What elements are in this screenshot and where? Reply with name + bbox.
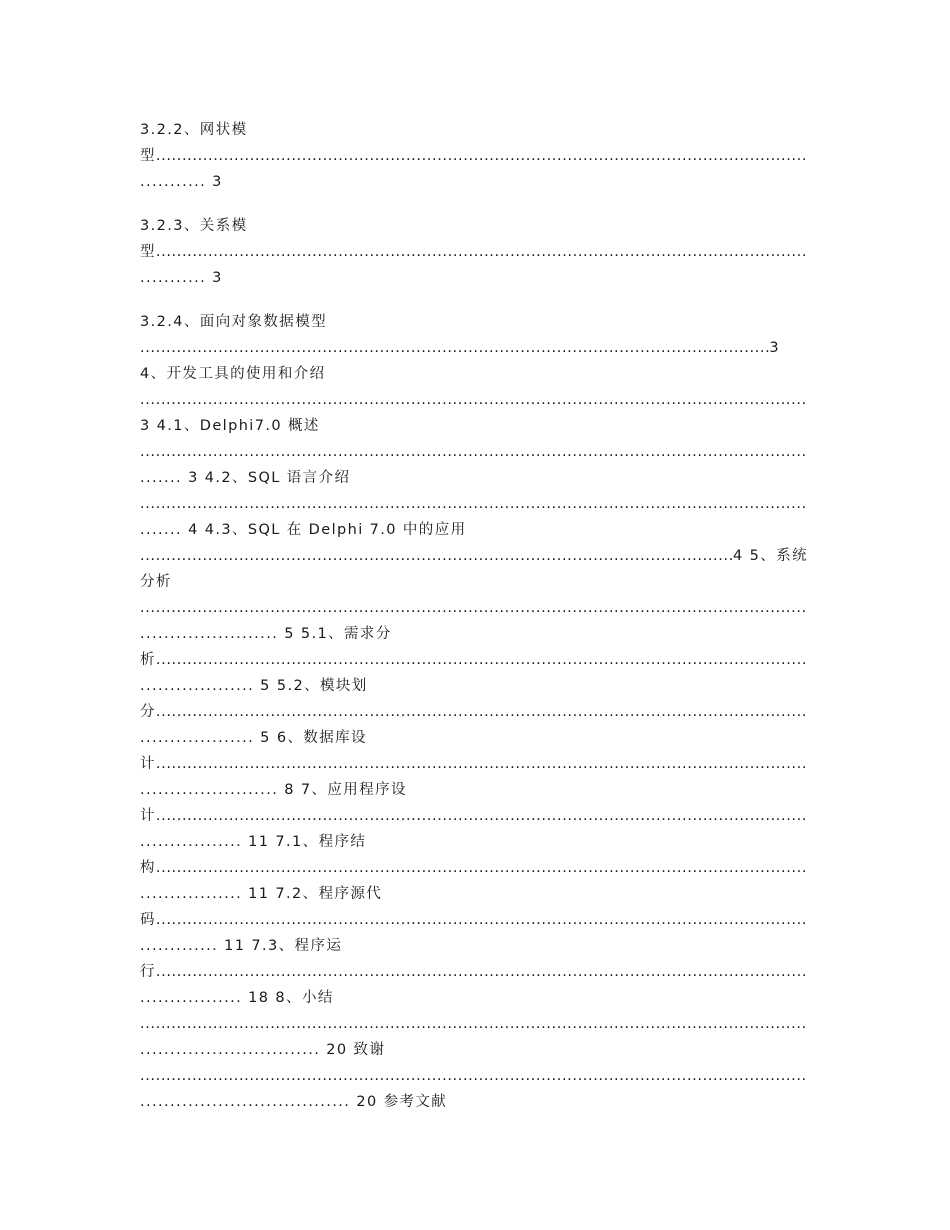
toc-line: ........... 3 (140, 174, 223, 190)
toc-line: ................................... 20 参考文献 (140, 1094, 448, 1110)
toc-line: 4、开发工具的使用和介绍 (140, 366, 326, 382)
leader-dots (156, 907, 808, 933)
toc-line (140, 543, 808, 569)
toc-line (140, 595, 808, 621)
toc-line: ................. 11 7.2、程序源代 (140, 886, 383, 902)
toc-line: ....................... 8 7、应用程序设 (140, 782, 407, 798)
toc-line (140, 335, 780, 361)
leader-dots (140, 543, 733, 569)
toc-line (140, 491, 808, 517)
toc-line: 3 4.1、Delphi7.0 概述 (140, 418, 320, 434)
toc-line (140, 1011, 808, 1037)
leader-dots (140, 1063, 808, 1089)
leader-dots (156, 959, 808, 985)
toc-line (140, 855, 808, 881)
leader-dots (140, 439, 808, 465)
leader-dots (140, 595, 808, 621)
toc-line: ................. 11 7.1、程序结 (140, 834, 367, 850)
table-of-contents (140, 117, 808, 1115)
leader-dots (140, 491, 808, 517)
toc-line: ....... 4 4.3、SQL 在 Delphi 7.0 中的应用 (140, 522, 467, 538)
toc-text: 计 (140, 808, 156, 824)
leader-dots (156, 751, 808, 777)
toc-line: 3.2.2、网状模 (140, 122, 248, 138)
toc-line: ........... 3 (140, 270, 223, 286)
toc-line (140, 959, 808, 985)
toc-line: ............. 11 7.3、程序运 (140, 938, 343, 954)
toc-line: 3.2.3、关系模 (140, 218, 248, 234)
toc-text: 构 (140, 860, 156, 876)
toc-line: ................... 5 5.2、模块划 (140, 678, 368, 694)
leader-dots (140, 335, 769, 361)
leader-dots (156, 143, 808, 169)
toc-line (140, 803, 808, 829)
toc-line (140, 239, 808, 265)
leader-dots (156, 239, 808, 265)
toc-text: 3 (769, 340, 780, 356)
toc-line: .............................. 20 致谢 (140, 1042, 386, 1058)
leader-dots (156, 699, 808, 725)
toc-text: 型 (140, 148, 156, 164)
toc-line (140, 387, 808, 413)
toc-text: 型 (140, 244, 156, 260)
toc-line: ....................... 5 5.1、需求分 (140, 626, 392, 642)
toc-text: 码 (140, 912, 156, 928)
toc-line (140, 699, 808, 725)
toc-line: 分析 (140, 574, 172, 590)
toc-line: ....... 3 4.2、SQL 语言介绍 (140, 470, 351, 486)
toc-text: 计 (140, 756, 156, 772)
leader-dots (140, 387, 808, 413)
toc-text: 析 (140, 652, 156, 668)
leader-dots (140, 1011, 808, 1037)
toc-line (140, 439, 808, 465)
toc-text: 4 5、系统 (733, 548, 808, 564)
leader-dots (156, 803, 808, 829)
toc-line (140, 647, 808, 673)
toc-line (140, 751, 808, 777)
toc-line (140, 143, 808, 169)
toc-line (140, 1063, 808, 1089)
toc-line: ................... 5 6、数据库设 (140, 730, 367, 746)
toc-line (140, 907, 808, 933)
leader-dots (156, 647, 808, 673)
leader-dots (156, 855, 808, 881)
toc-line: ................. 18 8、小结 (140, 990, 334, 1006)
toc-text: 分 (140, 704, 156, 720)
toc-text: 行 (140, 964, 156, 980)
toc-line: 3.2.4、面向对象数据模型 (140, 314, 327, 330)
